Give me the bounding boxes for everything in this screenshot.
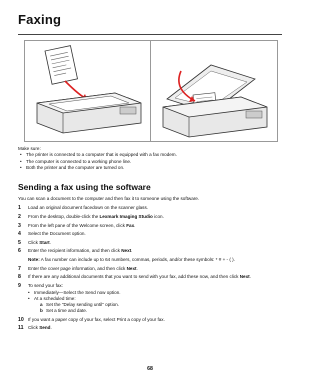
step-text: Enter the cover page information, and then click Next. <box>28 265 138 271</box>
step-number: 9 <box>18 282 21 289</box>
fax-illustration <box>24 40 278 142</box>
left-printer-illustration <box>25 41 150 141</box>
send-options <box>28 290 284 315</box>
step-text: Select the Document option. <box>28 231 86 237</box>
step-text: Enter the recipient information, and then click Next. <box>28 248 133 254</box>
step-number: 11 <box>18 325 24 332</box>
step-text: From the desktop, double-click the Lexmark Imaging Studio icon. <box>28 214 164 219</box>
step-number: 4 <box>18 231 21 238</box>
title-rule <box>18 34 282 35</box>
step-5 <box>18 240 284 246</box>
step-10 <box>18 317 284 323</box>
step-text: Load an original document facedown on the scanner glass. <box>28 205 149 211</box>
step-text: To send your fax: <box>28 282 63 288</box>
step-text: Click Start. <box>28 239 51 245</box>
step-1 <box>18 205 284 211</box>
list-item: • Immediately—Select the Send now option. <box>28 290 284 296</box>
steps-list <box>18 196 284 334</box>
list-item: b Set a time and date. <box>40 308 88 314</box>
step-text: From the left pane of the Welcome screen, click Fax. <box>28 222 136 228</box>
step-number: 7 <box>18 265 21 272</box>
list-item: • At a scheduled time: <box>28 296 284 302</box>
list-item: a Set the "Delay sending until" option. <box>40 302 119 308</box>
step-text: If there are any additional documents that you want to send with your fax, add these now, and then click Next. <box>28 274 251 280</box>
prerequisites <box>18 146 284 172</box>
section-heading: Sending a fax using the software <box>18 182 151 192</box>
step-9 <box>18 283 284 289</box>
step-8 <box>18 274 284 280</box>
step-number: 5 <box>18 239 21 246</box>
step-6 <box>18 248 284 254</box>
section-intro: You can scan a document to the computer and then fax it to someone using the software. <box>18 196 200 201</box>
step-11 <box>18 325 284 331</box>
step-number: 10 <box>18 316 24 323</box>
step-text: If you want a paper copy of your fax, select Print a copy of your fax. <box>28 316 165 322</box>
step-number: 3 <box>18 222 21 229</box>
list-item: • The computer is connected to a working phone line. <box>18 159 284 165</box>
page-number: 68 <box>147 366 153 372</box>
fax-number-note: Note: A fax number can include up to 64 numbers, commas, periods, and/or these symbols: * # + - ( ). <box>28 256 235 262</box>
step-number: 6 <box>18 248 21 255</box>
step-4 <box>18 231 284 237</box>
step-number: 8 <box>18 274 21 281</box>
make-sure-label: Make sure: <box>18 146 41 151</box>
step-3 <box>18 223 284 229</box>
prereq-list <box>18 152 284 171</box>
page-title: Faxing <box>18 12 62 27</box>
list-item: • Both the printer and the computer are turned on. <box>18 165 284 171</box>
step-text: Click Send. <box>28 325 52 331</box>
right-printer-illustration <box>151 41 276 141</box>
step-7 <box>18 266 284 272</box>
list-item: • The printer is connected to a computer that is equipped with a fax modem. <box>18 152 284 158</box>
step-number: 2 <box>18 214 21 220</box>
step-number: 1 <box>18 205 21 212</box>
step-2 <box>18 214 284 220</box>
